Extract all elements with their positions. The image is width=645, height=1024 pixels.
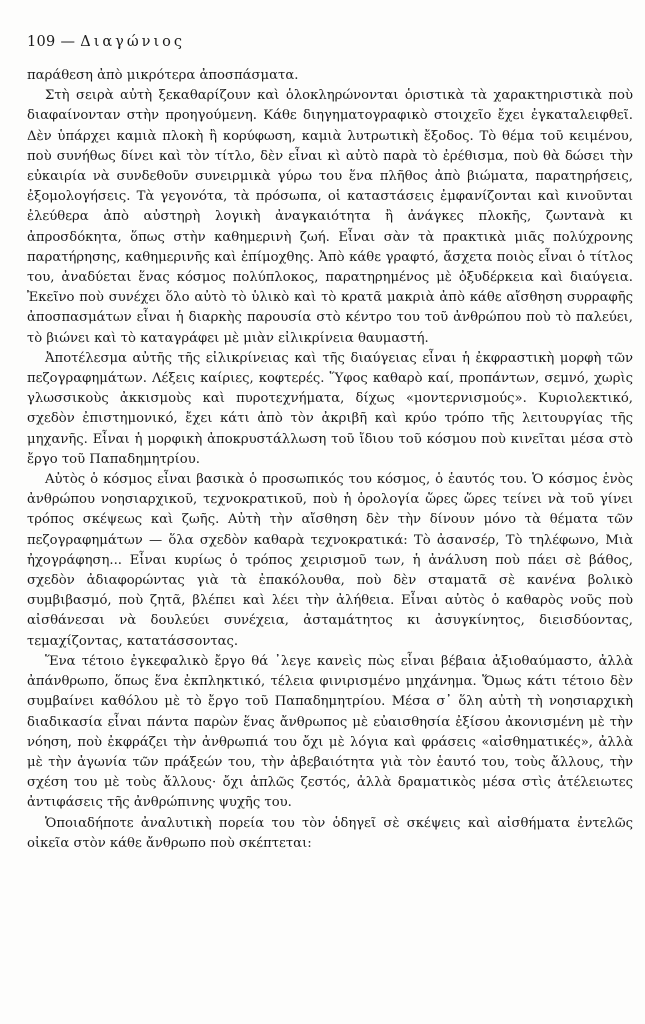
journal-title: Διαγώνιος [80, 34, 186, 50]
running-head [27, 34, 185, 50]
paragraph: Ἀποτέλεσμα αὐτῆς τῆς εἰλικρίνειας καὶ τῆς διαύγειας εἶναι ἡ ἐκφραστικὴ μορφὴ τῶν πεζογραφημάτων. Λέξεις καίριες, κοφτερές. Ὕφος καθαρὸ καί, προπάντων, σεμνό, χωρὶς γλωσσικοὺς ἀκκισμοὺς καὶ πυροτεχνήματα, δίχως «μοντερνισμούς». Κυριολεκτικό, σχεδὸν ἐπιστημονικό, ἔχει κάτι ἀπὸ τὸν ἀκριβῆ καὶ κρύο τρόπο τῆς λειτουργίας τῆς μηχανῆς. Εἶναι ἡ μορφικὴ ἀποκρυστάλλωση τοῦ ἴδιου τοῦ κόσμου ποὺ κινεῖται μέσα στὸ ἔργο τοῦ Παπαδημητρίου. [27, 350, 633, 467]
paragraph: Στὴ σειρὰ αὐτὴ ξεκαθαρίζουν καὶ ὁλοκληρώνονται ὁριστικὰ τὰ χαρακτηριστικὰ ποὺ διαφαίνονταν στὴν προηγούμενη. Κάθε διηγηματογραφικὸ στοιχεῖο ἔχει ἐγκαταλειφθεῖ. Δὲν ὑπάρχει καμιὰ πλοκὴ ἢ κορύφωση, καμιὰ λυτρωτικὴ ἔξοδος. Τὸ θέμα τοῦ κειμένου, ποὺ συνήθως δίνει καὶ τὸν τίτλο, δὲν εἶναι κὶ αὐτὸ παρὰ τὸ ἐρέθισμα, ποὺ θὰ δώσει τὴν εὐκαιρία νὰ συνδεθοῦν συνειρμικὰ γύρω του ἕνα πλῆθος ἀπὸ βιώματα, παρατηρήσεις, ἐξομολογήσεις. Τὰ γεγονότα, τὰ πρόσωπα, οἱ καταστάσεις ἐμφανίζονται καὶ κινοῦνται ἐλεύθερα ἀπὸ αὐστηρὴ λογικὴ ἀναγκαιότητα ἢ ἀνάγκες πλοκῆς, ζωντανὰ κι ἀπροσδόκητα, ὅπως στὴν καθημερινὴ ζωή. Εἶναι σὰν τὰ πρακτικὰ μιᾶς πολύχρονης παρατήρησης, καθημερινῆς καὶ ἐπίμοχθης. Ἀπὸ κάθε γραφτό, ἄσχετα ποιὸς εἶναι ὁ τίτλος του, ἀναδύεται ἕνας κόσμος πολύπλοκος, παρατηρημένος μὲ ὀξυδέρκεια καὶ διαύγεια. Ἐκεῖνο ποὺ συνέχει ὅλο αὐτὸ τὸ ὑλικὸ καὶ τὸ κρατᾶ μακριὰ ἀπὸ κάθε αἴσθηση συρραφῆς ἀποσπασμάτων εἶναι ἡ διαρκὴς παρουσία στὸ κέντρο του τοῦ ἀνθρώπου ποὺ τὸ παλεύει, τὸ βιώνει καὶ τὸ καταγράφει μὲ μιὰν εἰλικρίνεια θαυμαστή. [27, 88, 633, 346]
body-text [27, 66, 633, 854]
paragraph-continuation: παράθεση ἀπὸ μικρότερα ἀποσπάσματα. [27, 68, 299, 83]
header-dash: — [60, 34, 76, 50]
paragraph: Ἕνα τέτοιο ἐγκεφαλικὸ ἔργο θά ᾽λεγε κανεὶς πὼς εἶναι βέβαια ἀξιοθαύμαστο, ἀλλὰ ἀπάνθρωπο, ὅπως ἕνα ἐκπληκτικό, τέλεια φινιρισμένο μηχάνημα. Ὅμως κάτι τέτοιο δὲν συμβαίνει καθόλου μὲ τὸ ἔργο τοῦ Παπαδημητρίου. Μέσα σ᾽ ὅλη αὐτὴ τὴ νοησιαρχικὴ διαδικασία εἶναι πάντα παρὼν ἕνας ἄνθρωπος μὲ εὐαισθησία ἐξίσου ἀκονισμένη μὲ τὴν νόηση, ποὺ ἐκφράζει τὴν ἀνθρωπιά του ὄχι μὲ λόγια καὶ φράσεις «αἰσθηματικές», ἀλλὰ μὲ τὴν ἀγωνία τῶν πράξεών του, τὴν ἀβεβαιότητα γιὰ τὸν ἑαυτό του, τοὺς ἄλλους, τὴν σχέση του μὲ τοὺς ἄλλους· ὄχι ἁπλῶς ζεστός, ἀλλὰ δραματικὸς μέσα στὶς ἀτέλειωτες ἀντιφάσεις τῆς ἀνθρώπινης ψυχῆς του. [27, 653, 633, 811]
paragraph: Ὁποιαδήποτε ἀναλυτικὴ πορεία του τὸν ὁδηγεῖ σὲ σκέψεις καὶ αἰσθήματα ἐντελῶς οἰκεῖα στὸν κάθε ἄνθρωπο ποὺ σκέπτεται: [27, 815, 633, 851]
paragraph: Αὐτὸς ὁ κόσμος εἶναι βασικὰ ὁ προσωπικός του κόσμος, ὁ ἑαυτός του. Ὁ κόσμος ἑνὸς ἀνθρώπου νοησιαρχικοῦ, τεχνοκρατικοῦ, ποὺ ἡ ὁρολογία ὥρες ὥρες τείνει νὰ τοῦ γίνει τρόπος σκέψεως καὶ ζωῆς. Αὐτὴ τὴν αἴσθηση δὲν τὴν δίνουν μόνο τὰ θέματα τῶν πεζογραφημάτων — ὅλα σχεδὸν καθαρὰ τεχνοκρατικά: Τὸ ἀσανσέρ, Τὸ τηλέφωνο, Μιὰ ἠχογράφηση... Εἶναι κυρίως ὁ τρόπος χειρισμοῦ των, ἡ ἀνάλυση ποὺ πάει σὲ βάθος, σχεδὸν ἀδιαφορώντας γιὰ τὰ ἐπακόλουθα, ποὺ δὲν σταματᾶ σὲ κανένα βολικὸ συμβιβασμό, ποὺ ζητᾶ, βλέπει καὶ λέει τὴν ἀλήθεια. Εἶναι αὐτὸς ὁ καθαρὸς νοῦς ποὺ αἰσθάνεσαι νὰ δουλεύει συνέχεια, ἀσταμάτητος κι ἀσυγκίνητος, διεισδύοντας, τεμαχίζοντας, κατατάσσοντας. [27, 472, 633, 649]
page-number: 109 [27, 34, 56, 50]
